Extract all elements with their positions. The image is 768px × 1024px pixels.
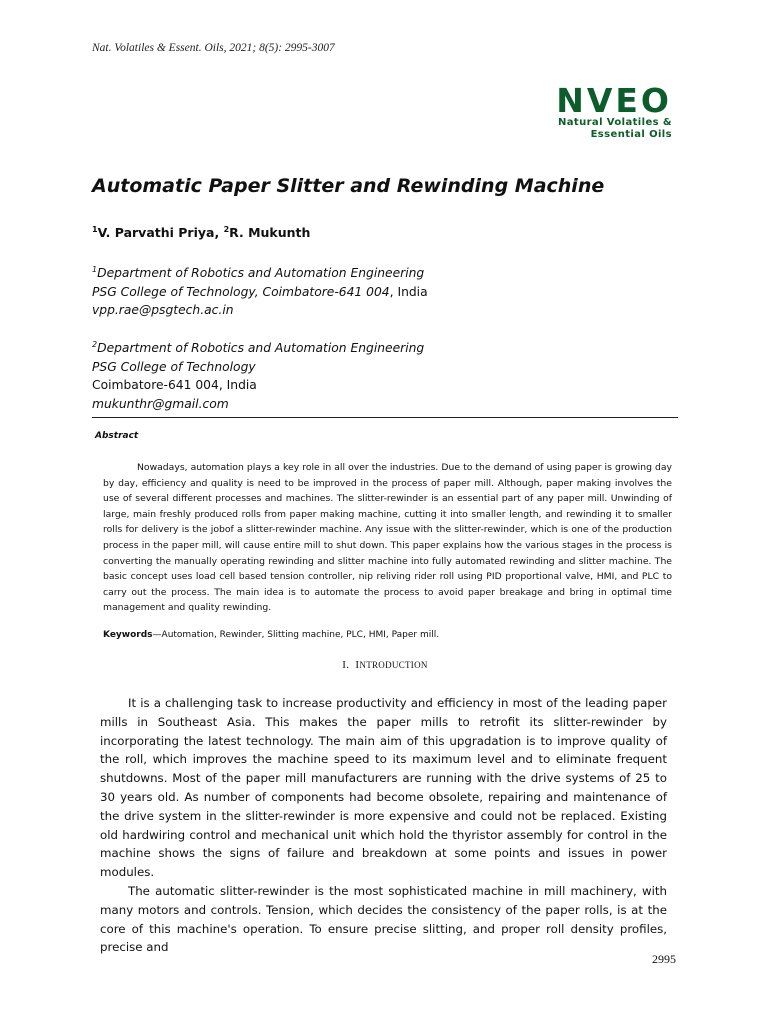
- section-title-rest: NTRODUCTION: [359, 660, 428, 670]
- header-divider: [92, 417, 678, 418]
- body-text: [100, 694, 667, 957]
- author1-name: V. Parvathi Priya,: [97, 225, 224, 240]
- body-paragraph: The automatic slitter-rewinder is the most sophisticated machine in mill machinery, with many motors and controls. Tension, which decides the consistency of the paper rolls, is at the core of this machine's operation. To ensure precise slitting, and proper roll density profiles, precise and: [100, 883, 667, 955]
- keywords: [103, 630, 439, 640]
- affiliation1-superscript: 1: [92, 264, 98, 274]
- author-list: [92, 225, 310, 240]
- affiliation2-email: mukunthr@gmail.com: [92, 396, 229, 411]
- affiliation1-college: PSG College of Technology, Coimbatore-641 004: [92, 284, 390, 299]
- affiliation1-email: vpp.rae@psgtech.ac.in: [92, 303, 234, 318]
- abstract-heading: Abstract: [95, 431, 139, 441]
- author1-superscript: 1: [92, 224, 98, 234]
- affiliation1-country: , India: [389, 284, 428, 299]
- affiliation2-college: PSG College of Technology: [92, 359, 256, 374]
- logo-tagline-line1: Natural Volatiles &: [557, 117, 672, 128]
- affiliation2-department: Department of Robotics and Automation Engineering: [97, 341, 425, 355]
- logo-wordmark: NVEO: [556, 81, 672, 120]
- affiliation2-superscript: 2: [92, 339, 98, 349]
- paper-title: Automatic Paper Slitter and Rewinding Machine: [92, 175, 605, 197]
- logo-tagline-line2: Essential Oils: [590, 129, 672, 140]
- keywords-label: Keywords: [103, 630, 153, 640]
- affiliation-2: [92, 339, 424, 413]
- keywords-list: Automation, Rewinder, Slitting machine, PLC, HMI, Paper mill.: [161, 630, 440, 640]
- keywords-dash: —: [152, 630, 162, 640]
- section-number: I.: [342, 659, 350, 671]
- body-paragraph: It is a challenging task to increase productivity and efficiency in most of the leading paper mills in Southeast Asia. This makes the paper mills to retrofit its slitter-rewinder by incorporating the latest technology. The main aim of this upgradation is to improve quality of the roll, which improves the machine speed to its maximum level and to eliminate frequent shutdowns. Most of the paper mill manufacturers are running with the drive systems of 25 to 30 years old. As number of components had become obsolete, repairing and maintenance of the drive system in the slitter-rewinder is more expensive and could not be replaced. Existing old hardwiring control and mechanical unit which hold the thyristor assembly for control in the machine shows the signs of failure and breakdown at some points and issues in power modules.: [100, 696, 667, 880]
- journal-logo: [556, 81, 672, 141]
- section-heading-introduction: [0, 659, 768, 671]
- author2-superscript: 2: [223, 224, 230, 234]
- abstract-text: Nowadays, automation plays a key role in all over the industries. Due to the demand of using paper is growing day by day, efficiency and quality is need to be improved in the process of paper mill. Although, paper making involves the use of several different processes and machines. The slitter-rewinder is an essential part of any paper mill. Unwinding of large, main freshly produced rolls from paper making machine, cutting it into smaller length, and rewinding it to smaller rolls for delivery is the jobof a slitter-rewinder machine. Any issue with the slitter-rewinder, which is one of the production process in the paper mill, will cause entire mill to shut down. This paper explains how the various stages in the process is converting the manually operating rewinding and slitter machine into fully automated rewinding and slitter machine. The basic concept uses load cell based tension controller, nip reliving rider roll using PID proportional valve, HMI, and PLC to carry out the process. The main idea is to automate the process to avoid paper breakage and bring in optimal time management and quality rewinding.: [103, 462, 672, 614]
- page-number: 2995: [652, 952, 676, 966]
- section-title-initial: I: [355, 659, 360, 671]
- author2-name: R. Mukunth: [229, 225, 311, 240]
- affiliation1-department: Department of Robotics and Automation Engineering: [97, 266, 425, 280]
- journal-reference: Nat. Volatiles & Essent. Oils, 2021; 8(5): 2995-3007: [92, 42, 335, 54]
- affiliation2-city: Coimbatore-641 004, India: [92, 378, 257, 393]
- affiliation-1: [92, 264, 428, 320]
